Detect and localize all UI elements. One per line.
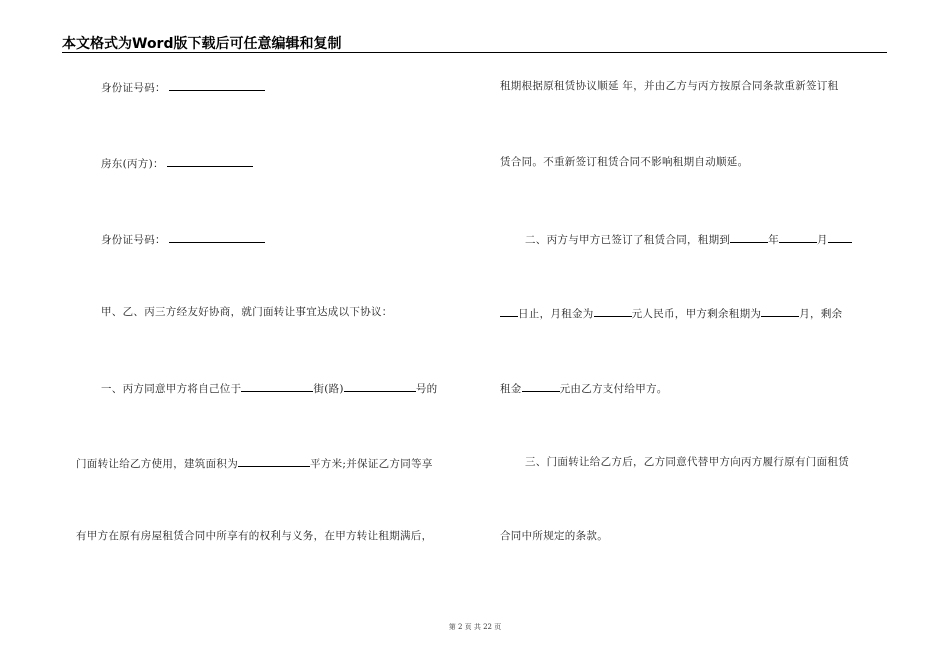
day-blank — [500, 305, 518, 317]
id-number-label: 身份证号码： — [101, 82, 166, 94]
year-blank — [730, 231, 768, 243]
page-number: 第 2 页 共 22 页 — [448, 623, 502, 631]
clause-text: 街(路) — [313, 383, 344, 395]
clause-text: 一、丙方同意甲方将自己位于 — [101, 383, 242, 395]
clause-3-line-2: 合同中所规定的条款。 — [500, 530, 608, 542]
id-number-line-1 — [101, 79, 265, 95]
clause-text: 日止，月租金为 — [518, 308, 594, 320]
area-blank — [238, 455, 310, 467]
clause-1-line-3: 有甲方在原有房屋租赁合同中所享有的权利与义务，在甲方转让租期满后， — [76, 530, 433, 542]
clause-1-line-5: 赁合同。不重新签订租赁合同不影响租期自动顺延。 — [500, 156, 749, 168]
clause-text: 租金 — [500, 383, 522, 395]
id-number-label: 身份证号码： — [101, 234, 166, 246]
landlord-line — [101, 155, 253, 171]
document-header-title: 本文格式为Word版下载后可任意编辑和复制 — [62, 36, 342, 52]
clause-1-line-2 — [76, 455, 433, 471]
landlord-label: 房东(丙方)： — [101, 158, 164, 170]
number-blank — [344, 380, 416, 392]
id-number-blank — [169, 231, 265, 243]
clause-2-line-3 — [500, 380, 668, 396]
street-blank — [241, 380, 313, 392]
clause-text: 平方米;并保证乙方同等享 — [310, 458, 433, 470]
remaining-term-blank — [761, 305, 799, 317]
day-blank — [828, 231, 852, 243]
clause-text: 号的 — [415, 383, 438, 395]
remaining-rent-blank — [522, 380, 560, 392]
clause-text: 年 — [768, 234, 780, 246]
clause-text: 月 — [817, 234, 828, 246]
clause-2-line-2 — [500, 305, 842, 321]
clause-1-line-4: 租期根据原租赁协议顺延 年，并由乙方与丙方按原合同条款重新签订租 — [500, 80, 839, 92]
id-number-blank — [169, 79, 265, 91]
landlord-blank — [167, 155, 253, 167]
id-number-line-2 — [101, 231, 265, 247]
clause-text: 二、丙方与甲方已签订了租赁合同，租期到 — [525, 234, 731, 246]
month-blank — [779, 231, 817, 243]
clause-2-line-1 — [525, 231, 852, 247]
clause-3-line-1: 三、门面转让给乙方后，乙方同意代替甲方向丙方履行原有门面租赁 — [525, 456, 849, 468]
clause-text: 门面转让给乙方使用，建筑面积为 — [76, 458, 238, 470]
clause-1-line-1 — [101, 380, 437, 396]
agreement-intro: 甲、乙、丙三方经友好协商，就门面转让事宜达成以下协议： — [101, 306, 393, 318]
monthly-rent-blank — [594, 305, 632, 317]
header-divider — [62, 52, 887, 53]
clause-text: 元由乙方支付给甲方。 — [559, 383, 668, 395]
clause-text: 月，剩余 — [799, 308, 843, 320]
clause-text: 元人民币，甲方剩余租期为 — [631, 308, 762, 320]
